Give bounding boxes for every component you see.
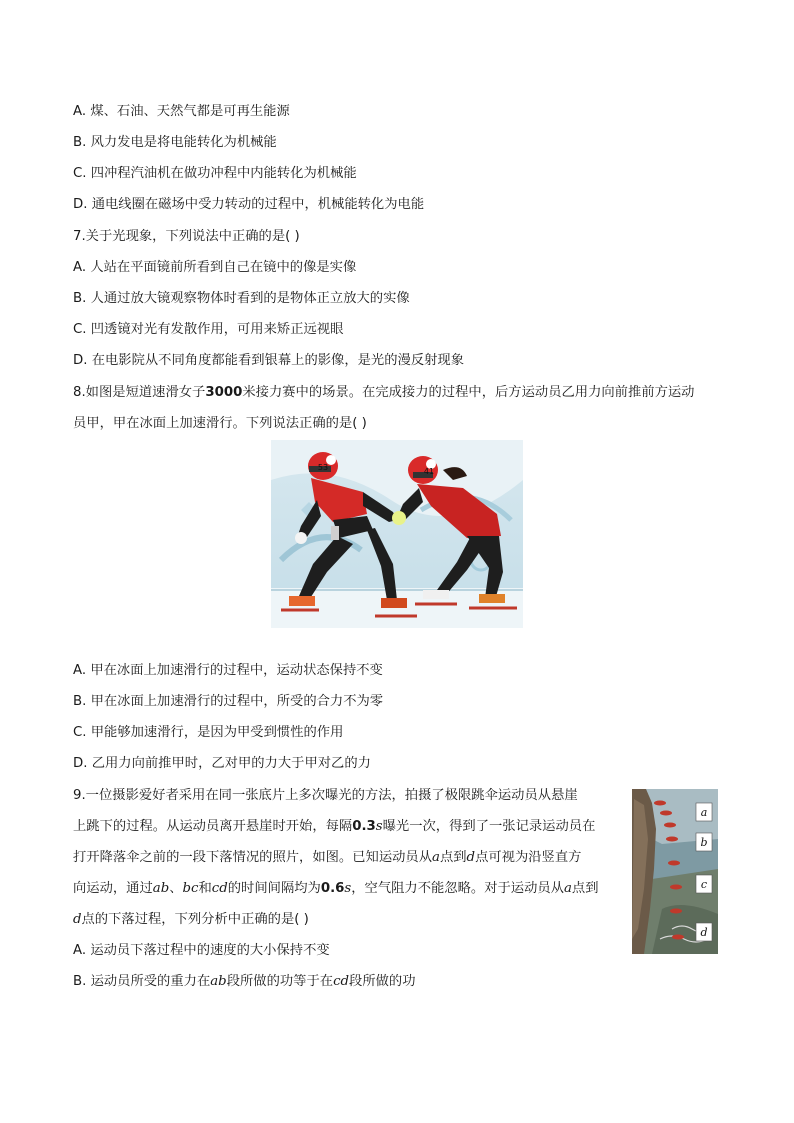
q9-optb-var-cd: cd [333, 974, 350, 989]
skater-bib-right: 41 [423, 467, 435, 476]
q9-line3-c: 点可视为沿竖直方 [475, 850, 582, 865]
q9-stem-line4 [73, 880, 599, 898]
q7-option-c: C. 凹透镜对光有发散作用，可用来矫正远视眼 [73, 322, 344, 337]
q9-option-b [73, 973, 416, 991]
q9-interval-unit: s [375, 819, 383, 834]
q9-var-d-2: d [73, 912, 82, 927]
q9-optb-var-ab: ab [210, 974, 227, 989]
q8-option-a: A. 甲在冰面上加速滑行的过程中，运动状态保持不变 [73, 663, 383, 678]
q9-stem-line3 [73, 849, 581, 867]
label-a: a [700, 806, 708, 819]
q9-line4-d: 点到 [571, 881, 599, 896]
q9-optb-b: 段所做的功等于在 [226, 974, 334, 989]
label-b: b [700, 836, 708, 849]
q9-interval-value: 0.3 [352, 819, 376, 834]
q9-var-cd: cd [211, 881, 228, 896]
q9-line4-b: 的时间间隔均为 [227, 881, 321, 896]
q8-option-c: C. 甲能够加速滑行，是因为甲受到惯性的作用 [73, 725, 344, 740]
q8-option-b: B. 甲在冰面上加速滑行的过程中，所受的合力不为零 [73, 694, 384, 709]
q8-option-d: D. 乙用力向前推甲时，乙对甲的力大于甲对乙的力 [73, 756, 371, 771]
q8-stem-line1 [73, 384, 694, 402]
speed-skating-photo [271, 440, 523, 628]
q7-option-b: B. 人通过放大镜观察物体时看到的是物体正立放大的实像 [73, 291, 410, 306]
label-c: c [700, 878, 708, 891]
q8-stem-b: 米接力赛中的场景。在完成接力的过程中，后方运动员乙用力向前推前方运动 [242, 385, 695, 400]
q7-option-a: A. 人站在平面镜前所看到自己在镜中的像是实像 [73, 260, 357, 275]
q9-stem-line2 [73, 818, 595, 836]
q8-stem-a: 8.如图是短道速滑女子 [73, 385, 206, 400]
q9-line4-a: 向运动，通过 [73, 881, 153, 896]
q9-and: 和 [198, 881, 212, 896]
q9-time-value: 0.6 [320, 881, 345, 896]
label-d: d [700, 926, 708, 939]
skaters-illustration [271, 440, 523, 628]
q9-optb-a: B. 运动员所受的重力在 [73, 974, 211, 989]
q9-var-d: d [466, 850, 476, 865]
q9-optb-c: 段所做的功 [349, 974, 416, 989]
q8-stem-number: 3000 [205, 385, 243, 400]
q6-option-c: C. 四冲程汽油机在做功冲程中内能转化为机械能 [73, 166, 357, 181]
q6-option-d: D. 通电线圈在磁场中受力转动的过程中，机械能转化为电能 [73, 197, 425, 212]
q7-stem: 7.关于光现象，下列说法中正确的是( ) [73, 229, 300, 244]
q9-var-bc: bc [182, 881, 199, 896]
q9-line3-a: 打开降落伞之前的一段下落情况的照片，如图。已知运动员从 [73, 850, 433, 865]
q9-stem-line1: 9.一位摄影爱好者采用在同一张底片上多次曝光的方法，拍摄了极限跳伞运动员从悬崖 [73, 788, 578, 803]
q9-var-ab: ab [152, 881, 170, 896]
q7-option-d: D. 在电影院从不同角度都能看到银幕上的影像，是光的漫反射现象 [73, 353, 465, 368]
q9-var-a: a [432, 850, 440, 865]
q9-var-a-2: a [563, 881, 572, 896]
q9-stem-line5 [73, 911, 309, 929]
q6-option-a: A. 煤、石油、天然气都是可再生能源 [73, 104, 290, 119]
skater-bib-left: 53 [317, 463, 329, 472]
q9-line5-b: 点的下落过程，下列分析中正确的是( ) [81, 912, 309, 927]
q9-line3-b: 点到 [439, 850, 467, 865]
q9-line2-a: 上跳下的过程。从运动员离开悬崖时开始，每隔 [73, 819, 353, 834]
skydiver-exposure-illustration [632, 789, 718, 954]
cliff-jump-photo [632, 789, 718, 954]
q9-line4-c: ，空气阻力不能忽略。对于运动员从 [351, 881, 564, 896]
q8-stem-line2: 员甲，甲在冰面上加速滑行。下列说法正确的是( ) [73, 416, 367, 431]
q9-time-unit: s [344, 881, 352, 896]
q9-line2-b: 曝光一次，得到了一张记录运动员在 [382, 819, 596, 834]
q9-sep: 、 [169, 881, 183, 896]
q9-option-a: A. 运动员下落过程中的速度的大小保持不变 [73, 943, 330, 958]
q6-option-b: B. 风力发电是将电能转化为机械能 [73, 135, 277, 150]
